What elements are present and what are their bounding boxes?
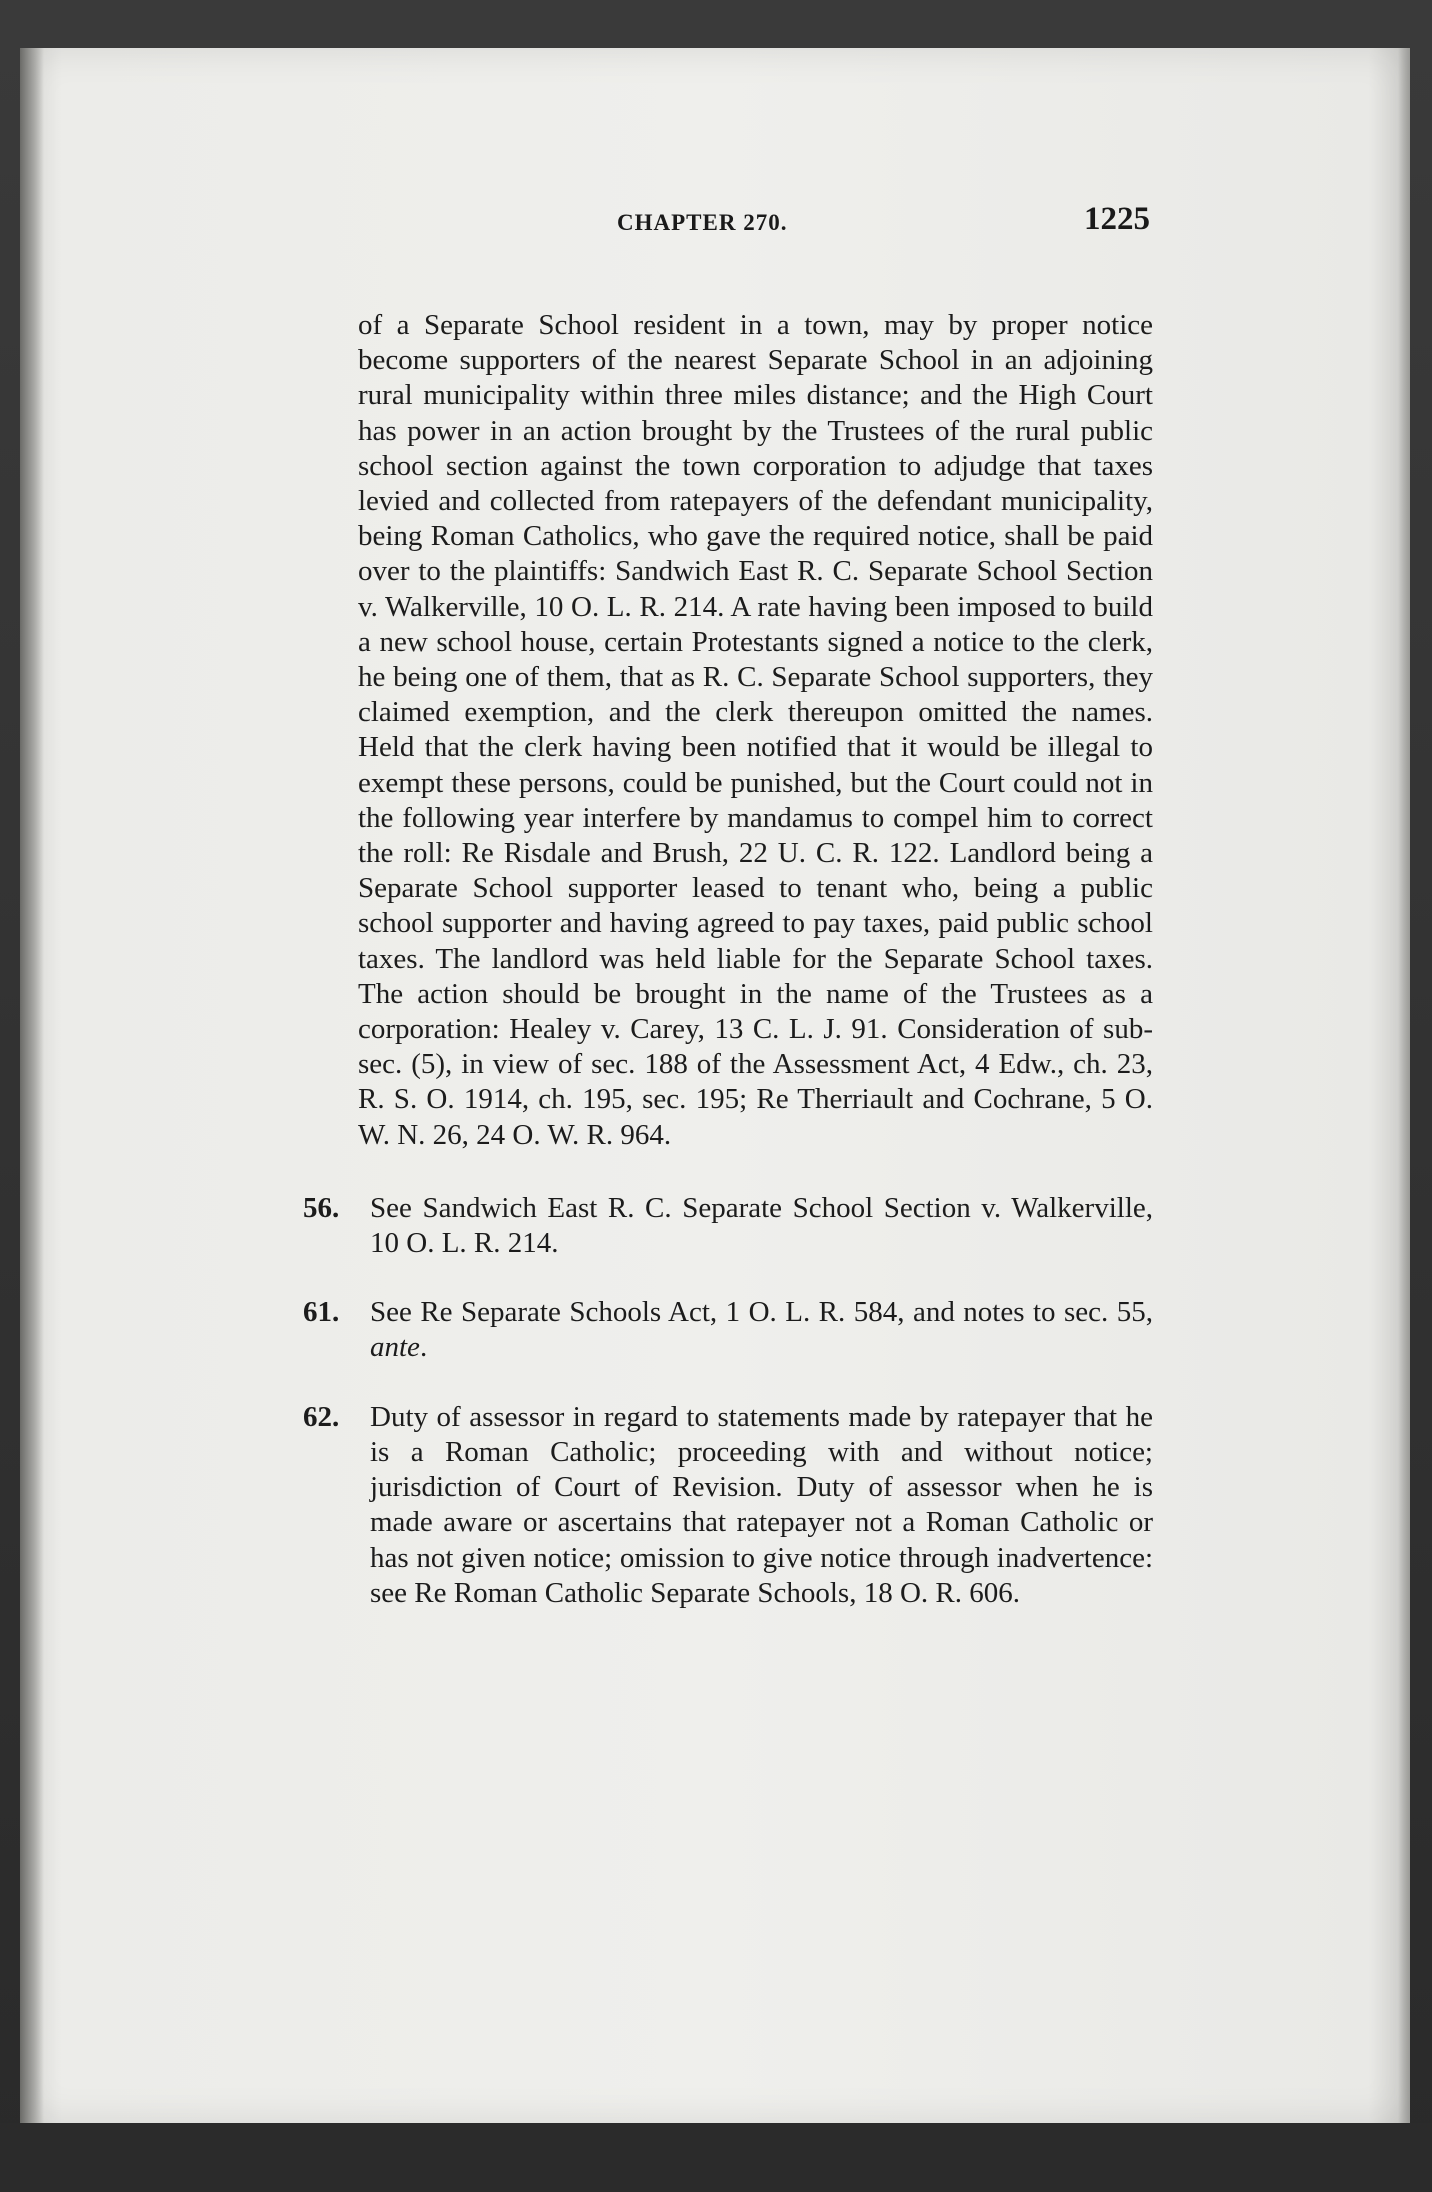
page-header [340,195,1150,245]
continued-annotation-paragraph: of a Separate School resident in a town, may by proper notice become supporters of the nearest Separate School in an adjoining rural municipality within three miles distance; and the High Court has power in an action brought by the Trustees of the rural public school section against the town corporation to adjudge that taxes levied and collected from ratepayers of the defendant municipality, being Roman Catholics, who gave the required notice, shall be paid over to the plaintiffs: Sandwich East R. C. Separate School Section v. Walkerville, 10 O. L. R. 214. A rate having been imposed to build a new school house, certain Protestants signed a notice to the clerk, he being one of them, that as R. C. Separate School supporters, they claimed exemption, and the clerk thereupon omitted the names. Held that the clerk having been notified that it would be illegal to exempt these persons, could be punished, but the Court could not in the following year interfere by mandamus to compel him to correct the roll: Re Risdale and Brush, 22 U. C. R. 122. Landlord being a Separate School supporter leased to tenant who, being a public school supporter and having agreed to pay taxes, paid public school taxes. The landlord was held liable for the Separate School taxes. The action should be brought in the name of the Trustees as a corporation: Healey v. Carey, 13 C. L. J. 91. Consideration of sub-sec. (5), in view of sec. 188 of the Assessment Act, 4 Edw., ch. 23, R. S. O. 1914, ch. 195, sec. 195; Re Therriault and Cochrane, 5 O. W. N. 26, 24 O. W. R. 964. [358,309,1153,1151]
page-binding-edge [20,48,44,2123]
page-outer-edge [1398,48,1410,2123]
section-note-text: See Sandwich East R. C. Separate School Section v. Walkerville, 10 O. L. R. 214. [370,1191,1153,1260]
section-note-56 [303,1191,1153,1261]
note-text-italic: ante [370,1331,420,1364]
note-text-end: . [419,1331,428,1364]
section-note-62 [303,1400,1153,1611]
note-text-main: See Re Separate Schools Act, 1 O. L. R. 584, and notes to sec. 55, [370,1296,1153,1329]
running-head: CHAPTER 270. [617,210,788,235]
section-note-61 [303,1295,1153,1365]
page-body [303,308,1153,1645]
page-number: 1225 [1084,201,1150,237]
section-number: 61. [303,1296,340,1329]
section-note-text: Duty of assessor in regard to statements made by ratepayer that he is a Roman Catholic; proceeding with and without notice; jurisdiction of Court of Revision. Duty of assessor when he is made aware or ascertains that ratepayer not a Roman Catholic or has not given notice; omission to give notice through inadvertence: see Re Roman Catholic Separate Schools, 18 O. R. 606. [370,1400,1153,1609]
section-note-text [370,1295,1153,1365]
section-number: 56. [303,1191,340,1224]
section-number: 62. [303,1400,340,1433]
scanner-background-strip [0,2123,1432,2192]
